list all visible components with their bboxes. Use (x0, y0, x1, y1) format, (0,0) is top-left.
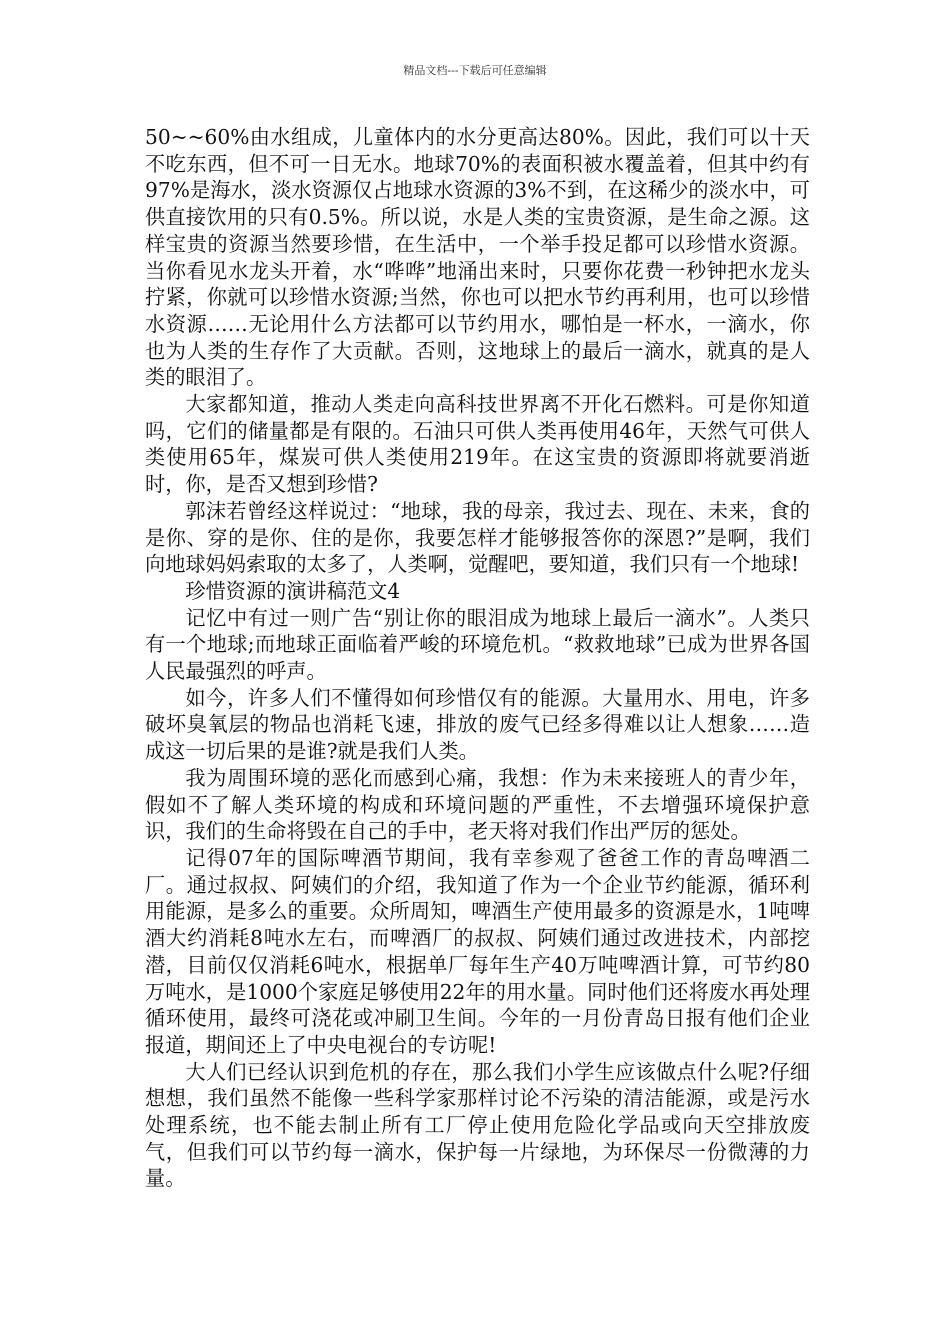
paragraph-7: 记得07年的国际啤酒节期间，我有幸参观了爸爸工作的青岛啤酒二厂。通过叔叔、阿姨们的介绍，我知道了作为一个企业节约能源，循环利用能源，是多么的重要。众所周知，啤酒生产使用最多的资源是水，1吨啤酒大约消耗8吨水左右，而啤酒厂的叔叔、阿姨们通过改进技术，内部挖潜，目前仅仅消耗6吨水，根据单厂每年生产40万吨啤酒计算，可节约80万吨水，是1000个家庭足够使用22年的用水量。同时他们还将废水再处理循环使用，最终可浇花或冲刷卫生间。今年的一月份青岛日报有他们企业报道，期间还上了中央电视台的专访呢! (145, 845, 810, 1057)
paragraph-6: 我为周围环境的恶化而感到心痛，我想：作为未来接班人的青少年，假如不了解人类环境的构成和环境问题的严重性，不去增强环境保护意识，我们的生命将毁在自己的手中，老天将对我们作出严厉的惩处。 (145, 765, 810, 844)
paragraph-2: 大家都知道，推动人类走向高科技世界离不开化石燃料。可是你知道吗，它们的储量都是有限的。石油只可供人类再使用46年，天然气可供人类使用65年，煤炭可供人类使用219年。在这宝贵的资源即将就要消逝时，你，是否又想到珍惜? (145, 392, 810, 497)
section-heading: 珍惜资源的演讲稿范文4 (185, 578, 401, 603)
paragraph-5: 如今，许多人们不懂得如何珍惜仅有的能源。大量用水、用电，许多破坏臭氧层的物品也消耗飞速，排放的废气已经多得难以让人想象……造成这一切后果的是谁?就是我们人类。 (145, 685, 810, 764)
paragraph-3: 郭沫若曾经这样说过：“地球，我的母亲，我过去、现在、未来，食的是你、穿的是你、住的是你，我要怎样才能够报答你的深恩?”是啊，我们向地球妈妈索取的太多了，人类啊，觉醒吧，要知道，我们只有一个地球! (145, 498, 810, 577)
paragraph-1: 50~~60%由水组成，儿童体内的水分更高达80%。因此，我们可以十天不吃东西，但不可一日无水。地球70%的表面积被水覆盖着，但其中约有97%是海水，淡水资源仅占地球水资源的3%不到，在这稀少的淡水中，可供直接饮用的只有0.5%。所以说，水是人类的宝贵资源，是生命之源。这样宝贵的资源当然要珍惜，在生活中，一个举手投足都可以珍惜水资源。当你看见水龙头开着，水“哗哗”地涌出来时，只要你花费一秒钟把水龙头拧紧，你就可以珍惜水资源;当然，你也可以把水节约再利用，也可以珍惜水资源……无论用什么方法都可以节约用水，哪怕是一杯水，一滴水，你也为人类的生存作了大贡献。否则，这地球上的最后一滴水，就真的是人类的眼泪了。 (145, 125, 810, 390)
page-header: 精品文档---下载后可任意编辑 (403, 64, 547, 77)
document-body (145, 124, 810, 1192)
paragraph-4: 记忆中有过一则广告“别让你的眼泪成为地球上最后一滴水”。人类只有一个地球;而地球正面临着严峻的环境危机。“救救地球”已成为世界各国人民最强烈的呼声。 (145, 605, 810, 684)
paragraph-8: 大人们已经认识到危机的存在，那么我们小学生应该做点什么呢?仔细想想，我们虽然不能像一些科学家那样讨论不污染的清洁能源，或是污水处理系统，也不能去制止所有工厂停止使用危险化学品或向天空排放废气，但我们可以节约每一滴水，保护每一片绿地，为环保尽一份微薄的力量。 (145, 1059, 810, 1191)
